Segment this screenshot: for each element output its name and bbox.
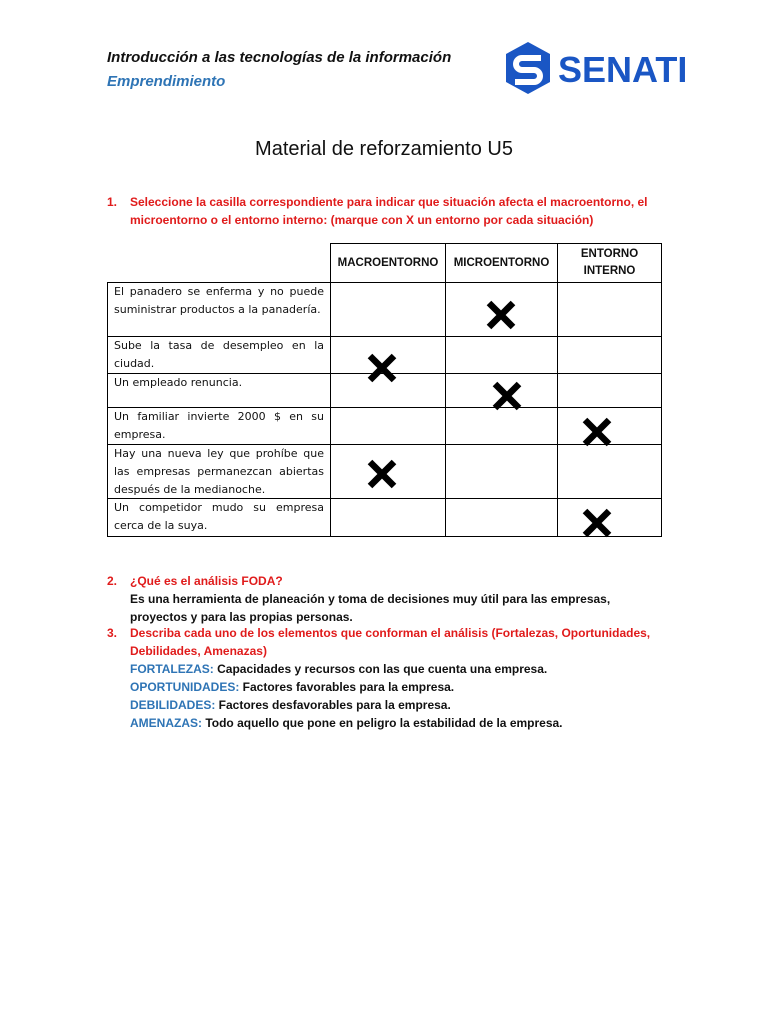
unit-subtitle: Emprendimiento (107, 73, 226, 90)
checkbox-cell (330, 282, 446, 337)
situation-cell (107, 444, 331, 499)
situation-cell (107, 282, 331, 337)
senati-logo (500, 40, 690, 96)
situation-text: Un familiar invierte 2000 $ en su empresa. (114, 410, 324, 441)
element-key: AMENAZAS: (130, 716, 202, 730)
situation-cell (107, 498, 331, 537)
question-text: Seleccione la casilla correspondiente para indicar que situación afecta el macroentorno, el microentorno o el entorno interno: (marque con X un entorno por cada situación) (130, 195, 648, 227)
question-text: ¿Qué es el análisis FODA? (130, 574, 283, 588)
situation-text: Un competidor mudo su empresa cerca de la suya. (114, 501, 324, 532)
element-key: DEBILIDADES: (130, 698, 216, 712)
element-desc: Factores favorables para la empresa. (239, 680, 455, 694)
column-header (557, 243, 662, 283)
checkbox-cell (445, 444, 558, 499)
element-debilidades (130, 696, 667, 714)
question-1 (107, 193, 667, 229)
checkbox-cell (445, 407, 558, 445)
question-3 (107, 624, 667, 732)
element-desc: Todo aquello que pone en peligro la estabilidad de la empresa. (202, 716, 563, 730)
checkbox-cell (445, 336, 558, 374)
column-header-label: ENTORNO INTERNO (580, 248, 639, 277)
checkbox-cell (557, 282, 662, 337)
situation-cell (107, 373, 331, 408)
question-number: 3. (107, 626, 118, 640)
question-2 (107, 572, 667, 626)
checkbox-cell (330, 407, 446, 445)
element-fortalezas (130, 660, 667, 678)
document-title: Material de reforzamiento U5 (255, 138, 513, 160)
logo-wordmark: SENATI (558, 49, 688, 90)
question-number: 2. (107, 574, 118, 588)
x-mark-icon (365, 457, 399, 491)
situation-text: Hay una nueva ley que prohíbe que las empresas permanezcan abiertas después de la medianoche. (114, 447, 324, 496)
situation-cell (107, 407, 331, 445)
situation-text: Sube la tasa de desempleo en la ciudad. (114, 339, 324, 370)
answer-text: Es una herramienta de planeación y toma de decisiones muy útil para las empresas, proyectos y para las propias personas. (130, 592, 611, 624)
column-header (445, 243, 558, 283)
checkbox-cell (330, 498, 446, 537)
column-header-label: MICROENTORNO (453, 256, 550, 269)
checkbox-cell (557, 336, 662, 374)
checkbox-cell (557, 373, 662, 408)
course-title: Introducción a las tecnologías de la información (107, 49, 452, 66)
x-mark-icon (580, 506, 614, 540)
element-oportunidades (130, 678, 667, 696)
checkbox-cell (557, 444, 662, 499)
checkbox-cell (330, 373, 446, 408)
element-key: FORTALEZAS: (130, 662, 214, 676)
situation-cell (107, 336, 331, 374)
element-key: OPORTUNIDADES: (130, 680, 240, 694)
checkbox-cell (445, 498, 558, 537)
question-number: 1. (107, 195, 118, 209)
element-amenazas (130, 714, 667, 732)
senati-logo-icon (500, 40, 556, 96)
question-text: Describa cada uno de los elementos que conforman el análisis (Fortalezas, Oportunidades, Debilidades, Amenazas) (130, 626, 651, 658)
element-desc: Capacidades y recursos con las que cuenta una empresa. (213, 662, 548, 676)
situation-text: El panadero se enferma y no puede suministrar productos a la panadería. (114, 285, 324, 316)
column-header-label: MACROENTORNO (337, 256, 439, 269)
x-mark-icon (484, 298, 518, 332)
column-header (330, 243, 446, 283)
situation-text: Un empleado renuncia. (114, 376, 243, 389)
environment-table (107, 243, 661, 536)
element-desc: Factores desfavorables para la empresa. (215, 698, 451, 712)
